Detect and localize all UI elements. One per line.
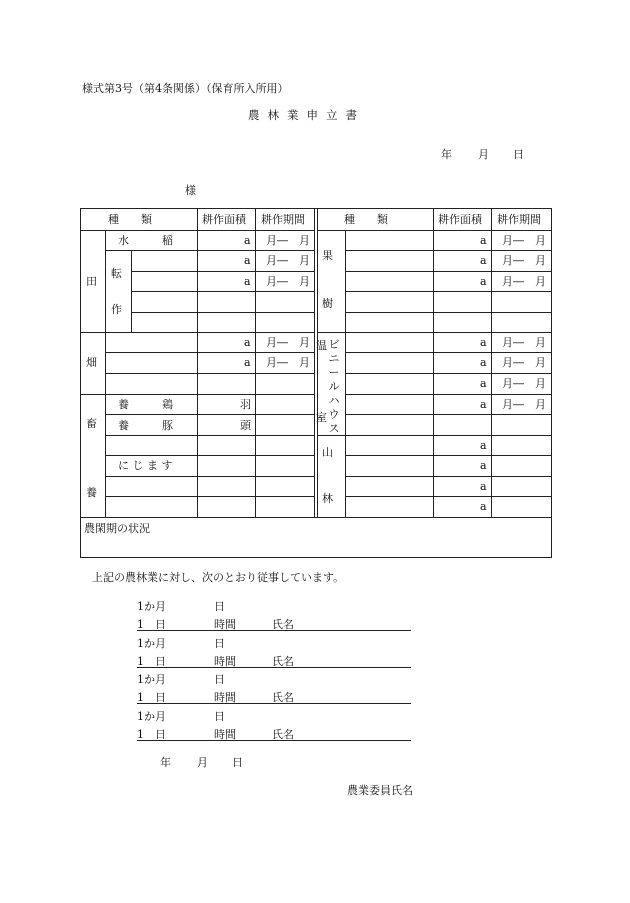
tensaku-top: 転 [111,267,122,280]
entry-hours: 時間 [214,728,236,741]
category-chikusan-top: 畜 [86,417,97,430]
entry-name-label: 氏名 [272,655,294,668]
item-suito: 水 稲 [118,234,173,247]
category-onshitsu-bottom: 室 [316,411,327,424]
item-youton: 養 豚 [118,419,173,432]
category-kaju-bottom: 樹 [322,297,333,310]
entry-per-day: 1 日 [137,728,166,741]
unit-are: a [244,234,251,247]
left-type-header: 種 類 [108,213,152,226]
unit-are: a [244,254,251,267]
entry-name-label: 氏名 [272,691,294,704]
entry-hours: 時間 [214,618,236,631]
category-vinyl-house: ビニールハウス [328,338,340,435]
left-period-header: 耕作期間 [261,213,305,226]
left-area-header: 耕作面積 [202,213,246,226]
addressee-suffix: 様 [185,184,196,197]
category-onshitsu-top: 温 [316,339,327,352]
date-day-label: 日 [513,148,524,161]
entry-underline [137,740,411,741]
footer-day-label: 日 [232,756,243,769]
tensaku-bottom: 作 [111,303,122,316]
period-text: 月― 月 [502,377,546,390]
statement-text: 上記の農林業に対し、次のとおり従事しています。 [92,571,345,584]
date-year-label: 年 [441,148,452,161]
entry-name-label: 氏名 [272,728,294,741]
entry-per-day: 1 日 [137,655,166,668]
date-month-label: 月 [478,148,489,161]
period-text: 月― 月 [502,275,546,288]
entry-per-month: 1か月 [137,710,166,723]
unit-tou: 頭 [240,419,251,432]
entry-per-month: 1か月 [137,637,166,650]
unit-wa: 羽 [240,398,251,411]
category-kaju-top: 果 [322,249,333,262]
category-hata: 畑 [86,356,97,369]
unit-are: a [480,459,487,472]
entry-per-day: 1 日 [137,618,166,631]
unit-are: a [480,398,487,411]
period-text: 月― 月 [502,234,546,247]
entry-per-day: 1 日 [137,691,166,704]
committee-name-label: 農業委員氏名 [347,784,413,797]
right-period-header: 耕作期間 [497,213,541,226]
period-text: 月― 月 [502,336,546,349]
item-youkei: 養 鶏 [118,398,173,411]
unit-are: a [480,377,487,390]
right-type-header: 種 類 [344,213,388,226]
entry-day-unit: 日 [214,637,225,650]
form-number: 様式第3号（第4条関係）（保育所入所用） [82,82,289,95]
period-text: 月― 月 [502,254,546,267]
entry-per-month: 1か月 [137,600,166,613]
entry-underline [137,703,411,704]
entry-name-label: 氏名 [272,618,294,631]
unit-are: a [480,500,487,513]
unit-are: a [244,336,251,349]
period-text: 月― 月 [266,356,310,369]
entry-day-unit: 日 [214,673,225,686]
right-area-header: 耕作面積 [438,213,482,226]
unit-are: a [244,356,251,369]
unit-are: a [480,480,487,493]
entry-hours: 時間 [214,655,236,668]
footer-month-label: 月 [197,756,208,769]
entry-hours: 時間 [214,691,236,704]
unit-are: a [480,356,487,369]
entry-underline [137,630,411,631]
document-title: 農林業申立書 [248,108,365,122]
period-text: 月― 月 [266,336,310,349]
unit-are: a [480,275,487,288]
entry-day-unit: 日 [214,710,225,723]
period-text: 月― 月 [266,275,310,288]
unit-are: a [480,336,487,349]
entry-underline [137,667,411,668]
entry-day-unit: 日 [214,600,225,613]
nokanki-label: 農閑期の状況 [84,522,150,535]
entry-per-month: 1か月 [137,673,166,686]
footer-year-label: 年 [160,756,171,769]
period-text: 月― 月 [266,234,310,247]
period-text: 月― 月 [266,254,310,267]
category-chikusan-bottom: 養 [86,486,97,499]
period-text: 月― 月 [502,356,546,369]
category-ta: 田 [86,275,97,288]
unit-are: a [244,275,251,288]
unit-are: a [480,234,487,247]
item-nijimasu: に じ ま す [118,459,173,472]
category-sanrin-bottom: 林 [322,492,333,505]
category-sanrin-top: 山 [322,446,333,459]
period-text: 月― 月 [502,398,546,411]
unit-are: a [480,439,487,452]
unit-are: a [480,254,487,267]
